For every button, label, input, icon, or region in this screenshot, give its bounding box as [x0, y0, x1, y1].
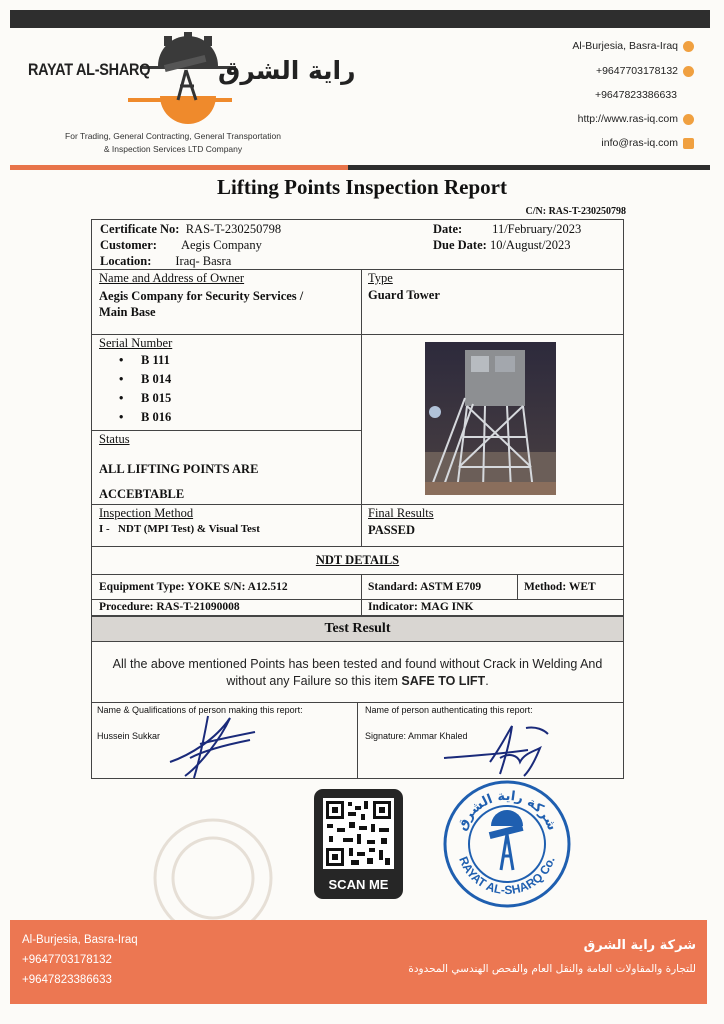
footer-phone-2: +9647823386633 [22, 974, 112, 986]
serial-item: • B 015 [99, 389, 171, 408]
owner-value: Aegis Company for Security Services / Main Base [99, 289, 304, 319]
header-email[interactable]: info@ras-iq.com [601, 137, 694, 149]
ndt-details-title: NDT DETAILS [315, 553, 400, 567]
test-result-text: All the above mentioned Points has been tested and found without Crack in Welding And without any Failure so this item SAFE TO LIFT. [112, 657, 603, 688]
type-value: Guard Tower [368, 288, 440, 302]
type-label: Type [368, 271, 393, 285]
header-phone-2: +9647823386633 [594, 89, 677, 101]
report-title: Lifting Points Inspection Report [217, 175, 507, 199]
equipment-type: Equipment Type: YOKE S/N: A12.512 [99, 581, 288, 593]
test-result-title: Test Result [324, 621, 391, 636]
customer-name: Aegis Company [180, 238, 262, 252]
final-results-value: PASSED [368, 523, 416, 537]
final-results-label: Final Results [368, 506, 434, 520]
guard-tower-photo [425, 342, 556, 495]
due-date-value: 10/August/2023 [489, 238, 571, 252]
mail-icon [683, 138, 694, 149]
date-info: Date: 11/February/2023 Due Date: 10/August/2023 [433, 222, 582, 252]
phone-icon [683, 66, 694, 77]
scan-me-label: SCAN ME [328, 877, 389, 892]
method-wet: Method: WET [524, 581, 596, 593]
inspection-method-value: I - NDT (MPI Test) & Visual Test [99, 523, 260, 535]
certificate-number: RAS-T-230250798 [185, 222, 282, 236]
location-pin-icon [683, 41, 694, 52]
company-stamp-icon [441, 778, 573, 910]
serial-item: • B 111 [99, 351, 171, 370]
serial-item: • B 016 [99, 408, 171, 427]
serial-list [99, 351, 171, 427]
procedure-value: Procedure: RAS-T-21090008 [99, 601, 240, 613]
signature-left-icon [160, 710, 260, 782]
indicator-value: Indicator: MAG INK [368, 601, 474, 613]
signature-right-icon [440, 718, 550, 782]
inspection-method-label: Inspection Method [99, 506, 194, 520]
owner-label: Name and Address of Owner [99, 271, 245, 285]
header-separator-dark [348, 165, 710, 170]
company-tagline: For Trading, General Contracting, General Transportation & Inspection Services LTD Company [65, 131, 281, 154]
location-value: Iraq- Basra [175, 254, 232, 268]
footer-bar [10, 920, 707, 1004]
cn-number: C/N: RAS-T-230250798 [525, 206, 626, 217]
header-top-bar [10, 10, 710, 28]
date-value: 11/February/2023 [492, 222, 582, 236]
status-label: Status [99, 432, 130, 446]
header-phone-1: +9647703178132 [596, 65, 694, 77]
standard-value: Standard: ASTM E709 [368, 581, 482, 593]
status-value: ALL LIFTING POINTS ARE ACCEBTABLE [99, 462, 259, 501]
serial-label: Serial Number [99, 336, 173, 350]
header-website[interactable]: http://www.ras-iq.com [578, 113, 694, 125]
header-separator-orange [10, 165, 348, 170]
footer-phone-1: +9647703178132 [22, 954, 112, 966]
logo-text-en: RAYAT AL-SHARQ [28, 60, 151, 79]
stamp-text-en: RAYAT AL-SHARQ Co. [456, 854, 558, 898]
sig-left-label: Name & Qualifications of person making this report: [97, 705, 303, 715]
globe-icon [683, 114, 694, 125]
footer-address: Al-Burjesia, Basra-Iraq [22, 934, 138, 946]
footer-company-ar: شركة راية الشرق [583, 938, 696, 953]
serial-item: • B 014 [99, 370, 171, 389]
qr-code[interactable] [314, 789, 403, 899]
qr-code-icon [323, 798, 394, 869]
stamp-text-ar: شركة راية الشرق [454, 788, 560, 833]
certificate-info: Certificate No: RAS-T-230250798 Customer: Aegis Company Location: Iraq- Basra [100, 222, 282, 268]
sig-right-name: Signature: Ammar Khaled [365, 731, 468, 741]
footer-description-ar: للتجارة والمقاولات العامة والنقل العام والفحص الهندسي المحدودة [408, 963, 696, 975]
sig-right-label: Name of person authenticating this report: [365, 705, 533, 715]
header-address: Al-Burjesia, Basra-Iraq [572, 40, 694, 52]
svg-text:RAYAT AL-SHARQ Co. [456, 855, 557, 898]
sig-left-name: Hussein Sukkar [97, 731, 161, 741]
logo-text-ar: راية الشرق [218, 56, 356, 85]
